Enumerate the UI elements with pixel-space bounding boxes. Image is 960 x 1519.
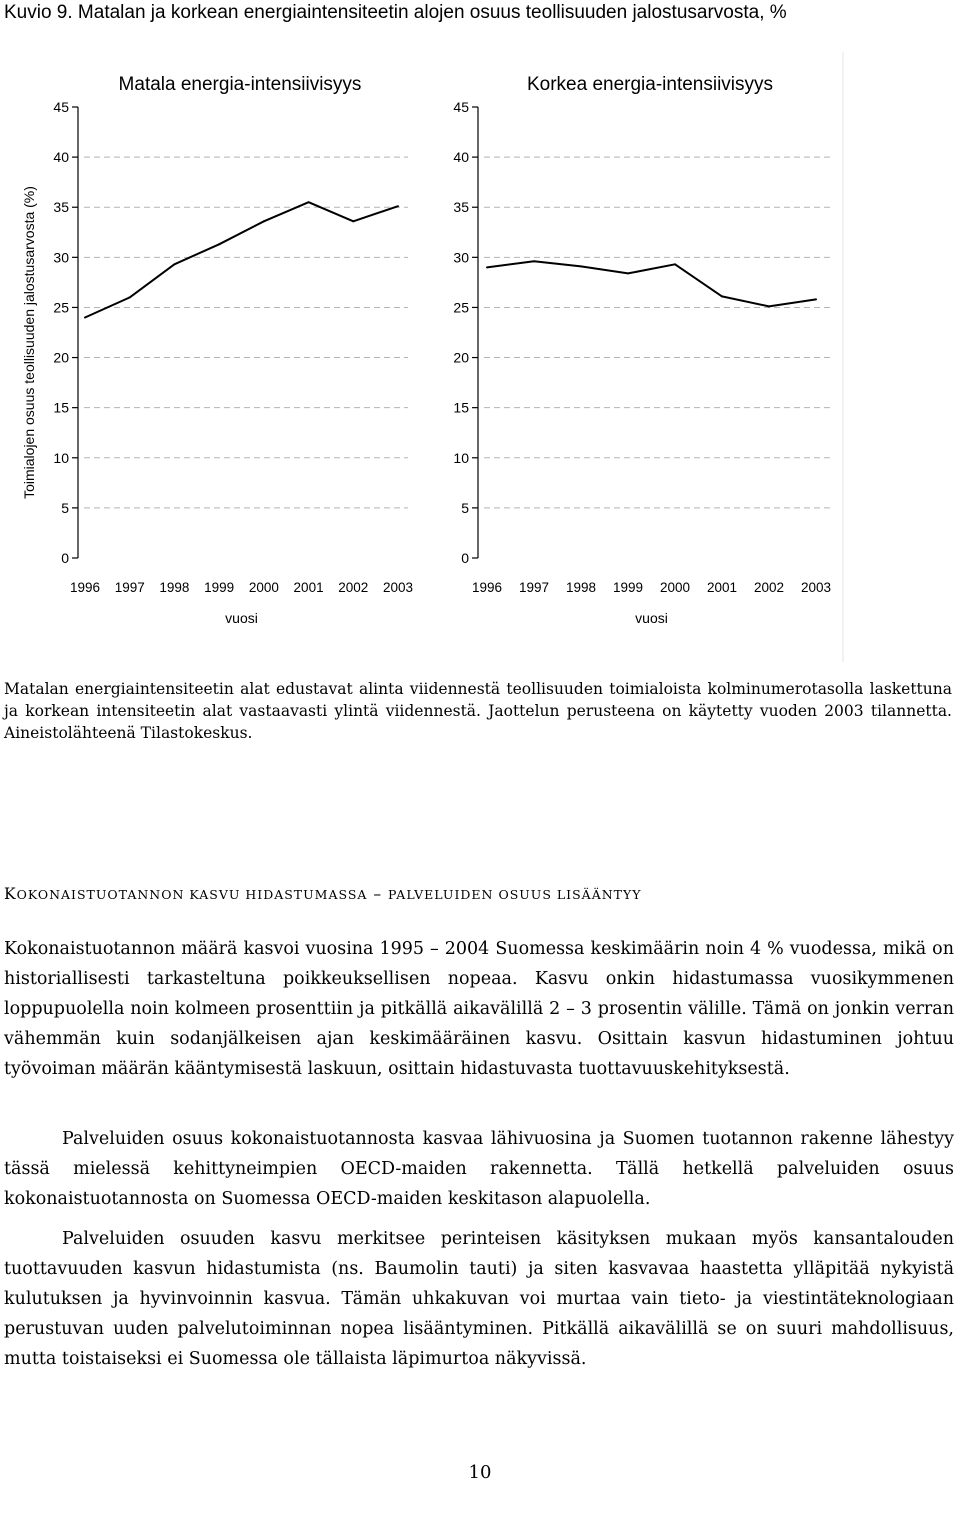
y-tick-label-high-25: 25 <box>453 299 469 316</box>
y-tick-label-high-35: 35 <box>453 199 469 216</box>
y-tick-label-low-45: 45 <box>53 99 69 115</box>
data-point-high-1999 <box>627 272 629 274</box>
x-tick-label-low-2000: 2000 <box>248 580 279 595</box>
data-point-low-2001 <box>308 201 310 203</box>
x-tick-label-low-1998: 1998 <box>159 580 190 595</box>
section-heading <box>4 885 642 903</box>
x-tick-label-high-1997: 1997 <box>518 580 550 595</box>
y-tick-label-low-15: 15 <box>53 399 69 416</box>
paragraph-1: Kokonaistuotannon määrä kasvoi vuosina 1995 – 2004 Suomessa keskimäärin noin 4 % vuodessa, mikä on historiallisesti tarkasteltuna poikkeuksellisen nopeaa. Kasvu onkin hidastumassa vuosikymmenen loppupuolella noin kolmeen prosenttiin ja pitkällä aikavälillä 2 – 3 prosentin välille. Tämä on jonkin verran vähemmän kuin sodanjälkeisen ajan keskimääräinen kasvu. Osittain kasvun hidastuminen johtuu työvoiman määrän kääntymisestä laskuun, osittain hidastuvasta tuottavuuskehityksestä. <box>4 939 954 1079</box>
y-tick-label-high-30: 30 <box>453 249 469 266</box>
y-tick-label-low-10: 10 <box>53 449 69 466</box>
data-point-low-2000 <box>263 220 265 222</box>
x-tick-label-low-1996: 1996 <box>69 580 101 595</box>
paragraph-3: Palveluiden osuuden kasvu merkitsee perinteisen käsityksen mukaan myös kansantalouden tuottavuuden kasvun hidastumista (ns. Baumolin tauti) ja siten kasvavaa haastetta ylläpitää nykyistä kulutuksen ja hyvinvoinnin kasvua. Tämän uhkakuvan voi murtaa vain tieto- ja viestintäteknologiaan perustuvan uuden palvelutoiminnan nopea lisääntyminen. Pitkällä aikavälillä se on suuri mahdollisuus, mutta toistaiseksi ei Suomessa ole tällaista läpimurtoa näkyvissä. <box>4 1229 954 1369</box>
x-tick-label-low-2001: 2001 <box>293 580 324 595</box>
x-tick-label-high-2002: 2002 <box>753 580 785 595</box>
x-tick-label-low-1999: 1999 <box>204 580 235 595</box>
data-point-low-1996 <box>84 316 86 318</box>
data-point-high-1997 <box>533 260 535 262</box>
x-tick-label-high-2003: 2003 <box>800 580 832 595</box>
series-line-high <box>487 261 816 306</box>
figure-title: Kuvio 9. Matalan ja korkean energiaintensiteetin alojen osuus teollisuuden jalostusarvosta, % <box>4 2 787 23</box>
x-tick-label-low-2003: 2003 <box>382 580 414 595</box>
heading-rest-2: PALVELUIDEN OSUUS LISÄÄNTYY <box>388 887 642 902</box>
data-point-low-2003 <box>397 205 399 207</box>
panel-title-low: Matala energia-intensiivisyys <box>118 74 362 95</box>
data-point-low-2002 <box>352 220 354 222</box>
data-point-high-2002 <box>768 305 770 307</box>
y-tick-label-low-25: 25 <box>53 299 69 316</box>
data-point-high-1998 <box>580 265 582 267</box>
x-tick-label-high-2001: 2001 <box>706 580 738 595</box>
figure-caption: Matalan energiaintensiteetin alat edustavat alinta viidennestä teollisuuden toimialoista kolminumerotasolla laskettuna ja korkean intensiteetin alat vastaavasti ylintä viidennestä. Jaottelun perusteena on käytetty vuoden 2003 tilannetta. Aineistolähteenä Tilastokeskus. <box>4 680 952 742</box>
y-tick-label-low-20: 20 <box>53 349 69 366</box>
y-tick-label-low-5: 5 <box>61 499 69 516</box>
panel-title-high: Korkea energia-intensiivisyys <box>526 74 774 95</box>
y-tick-label-high-5: 5 <box>461 499 469 516</box>
x-axis-label-low: vuosi <box>225 610 258 626</box>
data-point-low-1999 <box>218 243 220 245</box>
y-tick-label-low-35: 35 <box>53 199 69 216</box>
y-tick-label-high-15: 15 <box>453 399 469 416</box>
x-tick-label-high-2000: 2000 <box>659 580 691 595</box>
y-tick-label-high-45: 45 <box>453 99 469 115</box>
y-tick-label-low-30: 30 <box>53 249 69 266</box>
heading-rest-1: OKONAISTUOTANNON KASVU HIDASTUMASSA <box>16 887 368 902</box>
y-tick-label-high-10: 10 <box>453 449 469 466</box>
y-tick-label-low-40: 40 <box>53 149 69 166</box>
data-point-low-1997 <box>129 296 131 298</box>
x-tick-label-high-1998: 1998 <box>565 580 597 595</box>
data-point-high-2001 <box>721 295 723 297</box>
data-point-high-2003 <box>815 298 817 300</box>
x-tick-label-high-1999: 1999 <box>612 580 644 595</box>
x-axis-label-high: vuosi <box>635 610 668 626</box>
y-tick-label-low-0: 0 <box>61 550 69 566</box>
x-tick-label-low-1997: 1997 <box>114 580 145 595</box>
heading-dash: – <box>367 885 389 903</box>
y-tick-label-high-0: 0 <box>461 550 469 566</box>
page-number: 10 <box>468 1462 492 1483</box>
figure-charts <box>0 40 960 665</box>
series-line-low <box>85 202 398 317</box>
data-point-low-1998 <box>173 263 175 265</box>
paragraph-2: Palveluiden osuus kokonaistuotannosta kasvaa lähivuosina ja Suomen tuotannon rakenne lähestyy tässä mielessä kehittyneimpien OECD-maiden rakennetta. Tällä hetkellä palveluiden osuus kokonaistuotannosta on Suomessa OECD-maiden keskitason alapuolella. <box>4 1129 954 1209</box>
y-axis-label-low: Toimialojen osuus teollisuuden jalostusarvosta (%) <box>21 186 37 499</box>
y-tick-label-high-20: 20 <box>453 349 469 366</box>
x-tick-label-high-1996: 1996 <box>471 580 503 595</box>
data-point-high-2000 <box>674 263 676 265</box>
data-point-high-1996 <box>486 266 488 268</box>
y-tick-label-high-40: 40 <box>453 149 469 166</box>
x-tick-label-low-2002: 2002 <box>338 580 369 595</box>
heading-initial-1: K <box>4 885 17 903</box>
